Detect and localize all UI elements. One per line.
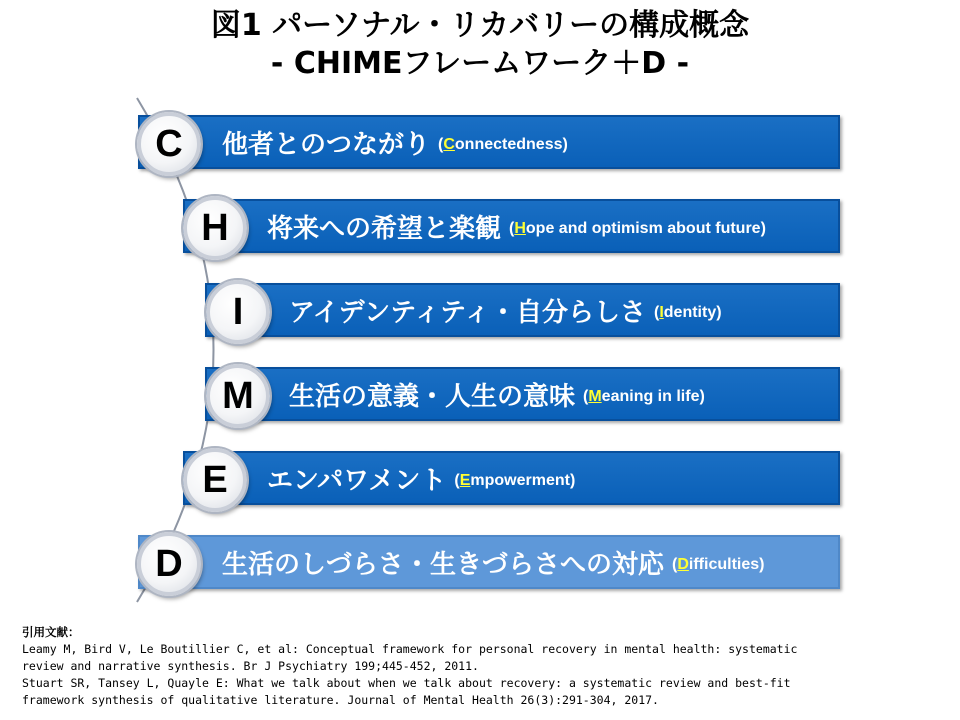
bar-meaning-jp: 生活の意義・人生の意味 (289, 381, 576, 412)
letter-circle-h (183, 196, 247, 260)
bar-hope-en: (Hope and optimism about future) (509, 220, 766, 237)
title-line-2: - CHIMEフレームワーク＋D - (270, 46, 690, 81)
bar-hope-jp: 将来への希望と楽観 (267, 213, 502, 244)
letter-circle-e (183, 448, 247, 512)
title-line-1: 図1 パーソナル・リカバリーの構成概念 (210, 8, 750, 43)
bar-empowerment (183, 451, 840, 505)
letter-c: C (155, 122, 183, 165)
letter-circle-d (137, 532, 201, 596)
reference-line-3: Stuart SR, Tansey L, Quayle E: What we talk about when we talk about recovery: a systematic review and best-fit (22, 676, 791, 690)
bar-identity-jp: アイデンティティ・自分らしさ (289, 297, 646, 328)
bar-difficulties-jp: 生活のしづらさ・生きづらさへの対応 (222, 549, 665, 580)
bar-empowerment-en: (Empowerment) (454, 472, 576, 489)
bar-connectedness (138, 115, 840, 169)
letter-m: M (222, 374, 254, 417)
letter-circle-c (137, 112, 201, 176)
bar-hope (183, 199, 840, 253)
bar-connectedness-en: (Connectedness) (438, 136, 568, 153)
bar-meaning-en: (Meaning in life) (583, 388, 705, 405)
bar-meaning (205, 367, 840, 421)
reference-line-1: Leamy M, Bird V, Le Boutillier C, et al: Conceptual framework for personal recovery in mental health: systematic (22, 642, 798, 656)
reference-line-4: framework synthesis of qualitative literature. Journal of Mental Health 26(3):291-304, 2017. (22, 693, 659, 707)
references-heading: 引用文献： (22, 625, 80, 639)
reference-line-2: review and narrative synthesis. Br J Psychiatry 199;445-452, 2011. (22, 659, 479, 673)
letter-circle-m (206, 364, 270, 428)
letter-circle-i (206, 280, 270, 344)
letter-i: I (232, 290, 244, 333)
bar-identity-en: (Identity) (653, 304, 722, 321)
letter-h: H (201, 206, 229, 249)
letter-d: D (155, 542, 183, 585)
letter-e: E (202, 458, 228, 501)
bar-difficulties (138, 535, 840, 589)
bar-identity (205, 283, 840, 337)
bar-connectedness-jp: 他者とのつながり (222, 129, 431, 160)
bar-empowerment-jp: エンパワメント (267, 465, 447, 496)
references (22, 624, 952, 709)
bar-difficulties-en: (Difficulties) (672, 556, 765, 573)
